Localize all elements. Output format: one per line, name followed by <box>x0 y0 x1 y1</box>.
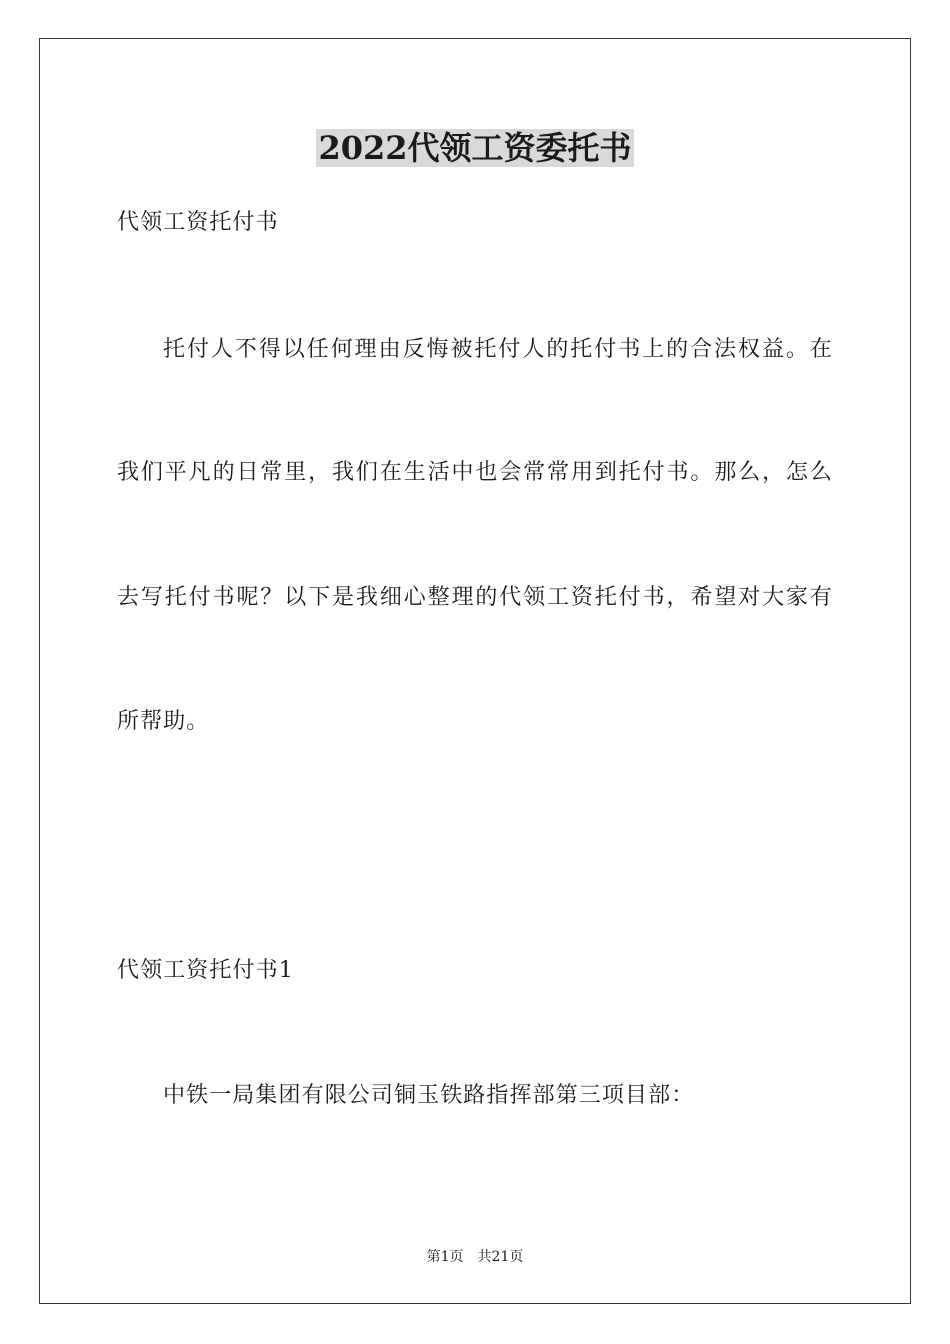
document-title <box>0 128 950 168</box>
addressee-line: 中铁一局集团有限公司铜玉铁路指挥部第三项目部： <box>163 1083 695 1108</box>
page-number: 第1页 <box>426 1249 464 1265</box>
page-total: 共21页 <box>477 1249 524 1265</box>
intro-line-2: 我们平凡的日常里，我们在生活中也会常常用到托付书。那么，怎么 <box>117 460 833 485</box>
intro-line-1: 托付人不得以任何理由反悔被托付人的托付书上的合法权益。在 <box>163 337 833 362</box>
document-title-text: 2022代领工资委托书 <box>318 129 632 167</box>
subtitle: 代领工资托付书 <box>117 210 279 235</box>
intro-line-3: 去写托付书呢？以下是我细心整理的代领工资托付书，希望对大家有 <box>117 585 833 610</box>
page-footer <box>0 1247 950 1267</box>
section-heading: 代领工资托付书1 <box>117 958 294 983</box>
intro-line-4: 所帮助。 <box>117 709 210 734</box>
